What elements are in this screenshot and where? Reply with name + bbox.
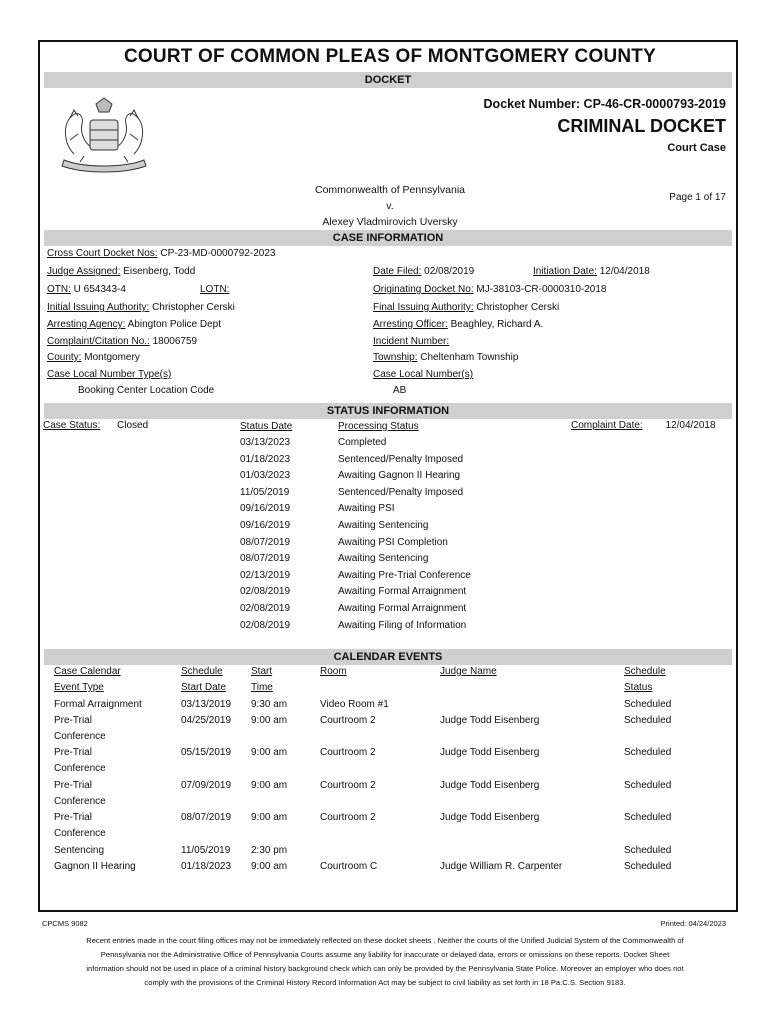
county-label: County: [47, 352, 82, 363]
township-row [373, 352, 518, 363]
cal-row-room: Video Room #1 [320, 699, 389, 710]
cal-row-time: 9:00 am [251, 780, 288, 791]
cal-row-event: Pre-Trial [54, 780, 92, 791]
judge-value: Eisenberg, Todd [123, 266, 196, 277]
otn-row [47, 284, 126, 295]
cal-header-sched-2: Start Date [181, 682, 227, 693]
cal-row-date: 01/18/2023 [181, 861, 232, 872]
status-row-processing: Awaiting Filing of Information [338, 619, 467, 631]
cross-court-label: Cross Court Docket Nos: [47, 248, 158, 259]
status-row-date: 02/08/2019 [240, 619, 291, 631]
cross-court-value: CP-23-MD-0000792-2023 [160, 248, 276, 259]
cal-header-status-2: Status [624, 682, 653, 693]
status-date-header: Status Date [240, 421, 293, 432]
local-num-label: Case Local Number(s) [373, 369, 474, 380]
cal-row-event: Formal Arraignment [54, 699, 142, 710]
case-status-label: Case Status: [43, 420, 101, 431]
county-row [47, 352, 140, 363]
status-row-date: 01/18/2023 [240, 453, 291, 465]
docket-frame [38, 40, 738, 912]
date-filed-value: 02/08/2019 [424, 266, 475, 277]
cal-row-time: 9:30 am [251, 699, 288, 710]
cross-court-row [47, 248, 275, 259]
initiation-row [533, 266, 650, 277]
initiation-label: Initiation Date: [533, 266, 597, 277]
date-filed-label: Date Filed: [373, 266, 422, 277]
judge-row [47, 266, 195, 277]
cal-row-room: Courtroom C [320, 861, 378, 872]
township-label: Township: [373, 352, 418, 363]
calendar-events-bar: CALENDAR EVENTS [44, 649, 732, 665]
cal-row-judge: Judge Todd Eisenberg [440, 747, 540, 758]
cal-row-judge: Judge Todd Eisenberg [440, 715, 540, 726]
status-row-processing: Awaiting Formal Arraignment [338, 603, 467, 614]
complaint-date-row [571, 420, 716, 431]
case-status-row [43, 420, 148, 431]
cal-row-room: Courtroom 2 [320, 715, 376, 726]
incident-label: Incident Number: [373, 336, 450, 347]
cal-row-time: 2:30 pm [251, 845, 288, 856]
status-row-date: 09/16/2019 [240, 520, 291, 531]
page-indicator: Page 1 of 17 [669, 192, 726, 203]
cal-row-room: Courtroom 2 [320, 812, 376, 823]
cal-row-date: 05/15/2019 [181, 747, 232, 758]
arresting-agency-row [47, 319, 221, 330]
cal-row-time: 9:00 am [251, 715, 288, 726]
cal-header-status-1: Schedule [624, 666, 666, 677]
cal-row-event: Pre-Trial [54, 715, 92, 726]
cal-row-status: Scheduled [624, 861, 672, 872]
cal-header-sched-1: Schedule [181, 666, 223, 677]
status-row-date: 03/13/2023 [240, 437, 291, 448]
cal-row-status: Scheduled [624, 812, 672, 823]
cal-row-judge: Judge Todd Eisenberg [440, 812, 540, 823]
init-auth-row [47, 302, 235, 313]
cal-row-event: Pre-Trial [54, 812, 92, 823]
final-auth-value: Christopher Cerski [476, 302, 560, 313]
caption-versus: v. [386, 200, 394, 212]
final-auth-label: Final Issuing Authority: [373, 302, 474, 313]
cal-row-date: 07/09/2019 [181, 780, 232, 791]
cal-row-judge: Judge Todd Eisenberg [440, 780, 540, 791]
status-row-processing: Completed [338, 437, 387, 448]
cal-row-judge: Judge William R. Carpenter [440, 861, 563, 872]
complaint-value: 18006759 [152, 336, 198, 347]
arresting-agency-value: Abington Police Dept [127, 319, 222, 330]
status-row-date: 11/05/2019 [240, 486, 290, 498]
court-title: COURT OF COMMON PLEAS OF MONTGOMERY COUNTY [124, 46, 656, 67]
cal-row-date: 03/13/2019 [181, 699, 232, 710]
cal-row-event-cont: Conference [54, 731, 106, 742]
cal-header-start-2: Time [251, 682, 273, 693]
local-num-value: AB [393, 385, 407, 396]
status-row-processing: Awaiting Formal Arraignment [338, 586, 467, 598]
cal-row-event-cont: Conference [54, 763, 106, 774]
processing-status-header: Processing Status [338, 421, 419, 432]
orig-docket-row [373, 284, 606, 295]
complaint-row [47, 336, 197, 347]
status-row-date: 08/07/2019 [240, 536, 291, 548]
status-row-processing: Sentenced/Penalty Imposed [338, 486, 464, 498]
status-row-date: 01/03/2023 [240, 470, 291, 482]
status-row-date: 02/08/2019 [240, 586, 291, 598]
status-row-date: 09/16/2019 [240, 503, 291, 515]
complaint-date-label: Complaint Date: [571, 420, 643, 431]
cal-row-event: Gagnon II Hearing [54, 861, 136, 872]
cal-row-event: Pre-Trial [54, 747, 92, 758]
cal-row-time: 9:00 am [251, 812, 288, 823]
cal-header-room: Room [320, 666, 347, 677]
otn-value: U 654343-4 [73, 284, 126, 295]
cal-row-time: 9:00 am [251, 861, 288, 872]
county-value: Montgomery [84, 352, 140, 363]
cal-row-room: Courtroom 2 [320, 780, 376, 791]
orig-docket-value: MJ-38103-CR-0000310-2018 [476, 284, 607, 295]
init-auth-value: Christopher Cerski [152, 302, 235, 313]
disclaimer: Recent entries made in the court filing offices may not be immediately reflected on these docket sheets . Neither the courts of the Unified Judicial System of the Commonwealth of Pennsylvania nor the Administrative Office of Pennsylvania Courts assume any liability for inaccurate or delayed data, errors or omissions on these reports. Docket Sheet information should not be used in place of a criminal history background check which can only be provided by the Pennsylvania State Police. Moreover an employer who does not comply with the provisions of the Criminal History Record Information Act may be subject to civil liability as set forth in 18 Pa.C.S. Section 9183. [86, 936, 684, 987]
cal-row-date: 04/25/2019 [181, 715, 232, 726]
final-auth-row [373, 302, 559, 313]
cal-row-event-cont: Conference [54, 796, 106, 807]
caption-defendant: Alexey Vladmirovich Uversky [322, 216, 458, 228]
arresting-officer-label: Arresting Officer: [373, 319, 448, 330]
local-type-label: Case Local Number Type(s) [47, 369, 172, 380]
docket-type-title: CRIMINAL DOCKET [557, 116, 726, 136]
docket-number: Docket Number: CP-46-CR-0000793-2019 [483, 97, 726, 111]
incident-row [373, 336, 449, 347]
pennsylvania-seal-icon [54, 94, 154, 174]
status-row-date: 08/07/2019 [240, 553, 291, 565]
initiation-value: 12/04/2018 [599, 266, 650, 277]
arresting-agency-label: Arresting Agency: [47, 319, 126, 330]
printed-date: Printed: 04/24/2023 [660, 919, 726, 928]
cal-row-status: Scheduled [624, 780, 672, 791]
cal-header-event-2: Event Type [54, 682, 104, 693]
cal-header-judge: Judge Name [440, 666, 497, 677]
case-kind: Court Case [667, 142, 726, 154]
lotn-row [200, 284, 229, 295]
cal-row-time: 9:00 am [251, 747, 288, 758]
case-status-value: Closed [117, 420, 149, 431]
cal-row-status: Scheduled [624, 747, 672, 758]
status-info-bar: STATUS INFORMATION [44, 403, 732, 419]
status-row-date: 02/13/2019 [240, 569, 291, 581]
lotn-label: LOTN: [200, 284, 230, 295]
orig-docket-label: Originating Docket No: [373, 284, 474, 295]
status-row-processing: Awaiting Pre-Trial Conference [338, 569, 471, 581]
arresting-officer-value: Beaghley, Richard A. [450, 319, 544, 330]
arresting-officer-row [373, 319, 543, 330]
init-auth-label: Initial Issuing Authority: [47, 302, 150, 313]
cal-header-event-1: Case Calendar [54, 666, 121, 677]
cal-row-status: Scheduled [624, 845, 672, 856]
status-row-processing: Awaiting Gagnon II Hearing [338, 470, 461, 482]
cal-row-date: 11/05/2019 [181, 845, 231, 856]
complaint-date-value: 12/04/2018 [665, 420, 716, 431]
cal-row-event: Sentencing [54, 845, 105, 856]
cal-header-start-1: Start [251, 666, 273, 677]
cal-row-room: Courtroom 2 [320, 747, 376, 758]
cal-row-date: 08/07/2019 [181, 812, 232, 823]
case-info-bar: CASE INFORMATION [44, 230, 732, 246]
docket-bar: DOCKET [44, 72, 732, 88]
status-row-processing: Awaiting PSI Completion [338, 536, 448, 548]
township-value: Cheltenham Township [420, 352, 519, 363]
cal-row-status: Scheduled [624, 715, 672, 726]
complaint-label: Complaint/Citation No.: [47, 336, 150, 347]
otn-label: OTN: [47, 284, 71, 295]
caption-plaintiff: Commonwealth of Pennsylvania [315, 184, 465, 196]
local-type-value: Booking Center Location Code [78, 385, 215, 396]
status-row-processing: Sentenced/Penalty Imposed [338, 453, 464, 465]
status-row-processing: Awaiting Sentencing [338, 520, 429, 531]
judge-label: Judge Assigned: [47, 266, 121, 277]
status-row-processing: Awaiting PSI [338, 503, 395, 515]
cal-row-event-cont: Conference [54, 828, 106, 839]
status-row-date: 02/08/2019 [240, 603, 291, 614]
cal-row-status: Scheduled [624, 699, 672, 710]
status-row-processing: Awaiting Sentencing [338, 553, 429, 565]
date-filed-row [373, 266, 474, 277]
form-id: CPCMS 9082 [42, 919, 88, 928]
